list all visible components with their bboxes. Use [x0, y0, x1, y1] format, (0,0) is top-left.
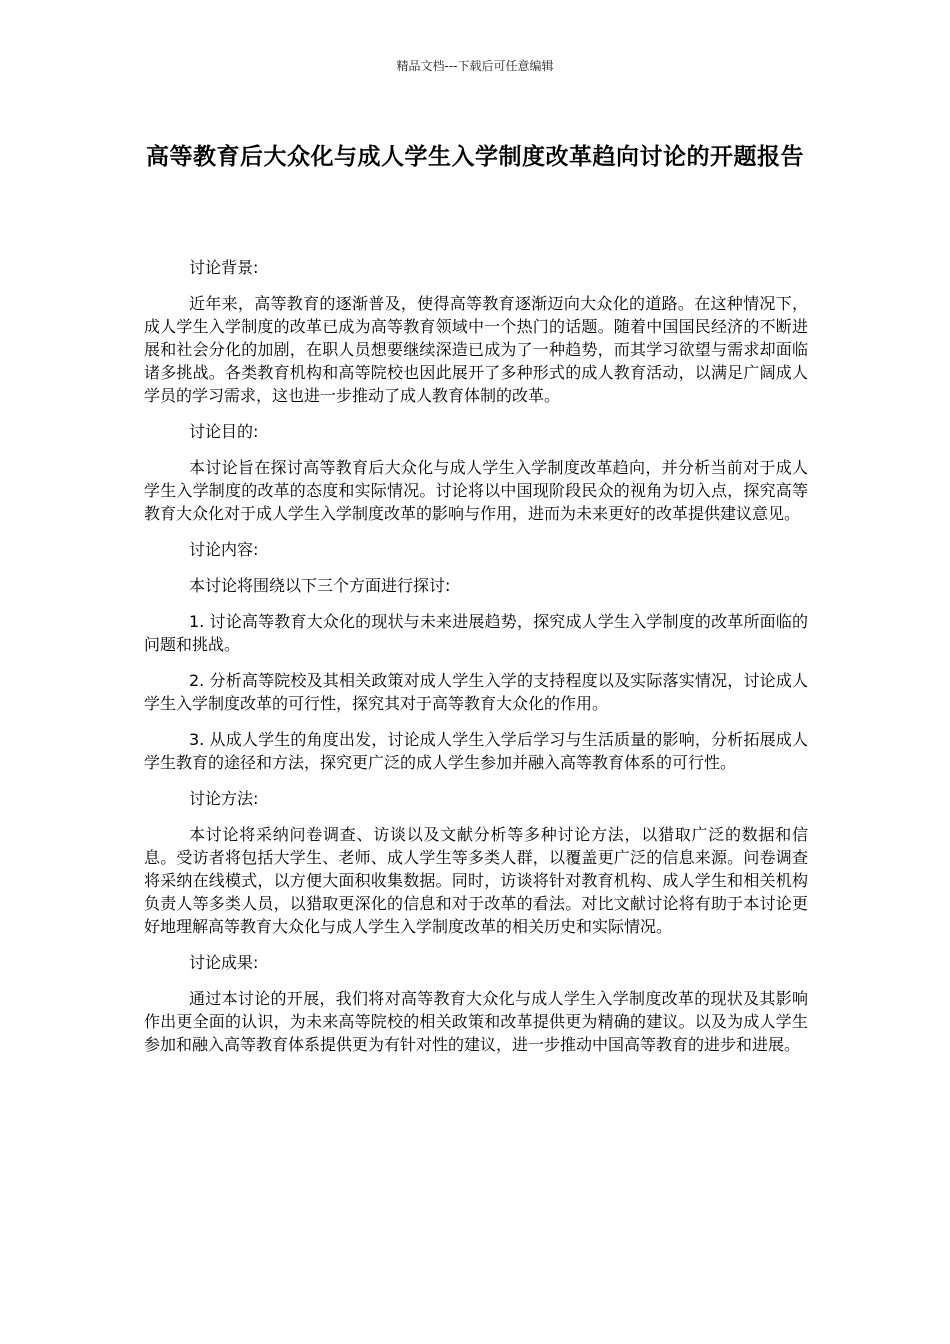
paragraph: 1. 讨论高等教育大众化的现状与未来进展趋势，探究成人学生入学制度的改革所面临的问题和挑战。	[144, 612, 808, 654]
paragraph: 本讨论将围绕以下三个方面进行探讨:	[189, 576, 451, 595]
document-title: 高等教育后大众化与成人学生入学制度改革趋向讨论的开题报告	[146, 144, 804, 170]
section-heading: 讨论目的:	[189, 422, 259, 441]
paragraph: 近年来，高等教育的逐渐普及，使得高等教育逐渐迈向大众化的道路。在这种情况下，成人学生入学制度的改革已成为高等教育领域中一个热门的话题。随着中国国民经济的不断进展和社会分化的加剧，在职人员想要继续深造已成为了一种趋势，而其学习欲望与需求却面临诸多挑战。各类教育机构和高等院校也因此展开了多种形式的成人教育活动，以满足广阔成人学员的学习需求，这也进一步推动了成人教育体制的改革。	[144, 294, 808, 405]
paragraph: 本讨论将采纳问卷调查、访谈以及文献分析等多种讨论方法，以猎取广泛的数据和信息。受访者将包括大学生、老师、成人学生等多类人群，以覆盖更广泛的信息来源。问卷调查将采纳在线模式，以方便大面积收集数据。同时，访谈将针对教育机构、成人学生和相关机构负责人等多类人员，以猎取更深化的信息和对于改革的看法。对比文献讨论将有助于本讨论更好地理解高等教育大众化与成人学生入学制度改革的相关历史和实际情况。	[144, 825, 808, 936]
paragraph: 2. 分析高等院校及其相关政策对成人学生入学的支持程度以及实际落实情况，讨论成人学生入学制度改革的可行性，探究其对于高等教育大众化的作用。	[144, 671, 808, 713]
paragraph: 3. 从成人学生的角度出发，讨论成人学生入学后学习与生活质量的影响，分析拓展成人学生教育的途径和方法，探究更广泛的成人学生参加并融入高等教育体系的可行性。	[144, 730, 808, 772]
section-heading: 讨论背景:	[189, 258, 259, 277]
section-heading: 讨论内容:	[189, 540, 259, 559]
header-note: 精品文档---下载后可任意编辑	[396, 59, 554, 73]
paragraph: 本讨论旨在探讨高等教育后大众化与成人学生入学制度改革趋向，并分析当前对于成人学生入学制度的改革的态度和实际情况。讨论将以中国现阶段民众的视角为切入点，探究高等教育大众化对于成人学生入学制度改革的影响与作用，进而为未来更好的改革提供建议意见。	[144, 458, 808, 523]
paragraph: 通过本讨论的开展，我们将对高等教育大众化与成人学生入学制度改革的现状及其影响作出更全面的认识，为未来高等院校的相关政策和改革提供更为精确的建议。以及为成人学生参加和融入高等教育体系提供更为有针对性的建议，进一步推动中国高等教育的进步和进展。	[144, 989, 808, 1054]
document-body	[144, 256, 808, 1069]
section-heading: 讨论方法:	[189, 789, 259, 808]
section-heading: 讨论成果:	[189, 953, 259, 972]
